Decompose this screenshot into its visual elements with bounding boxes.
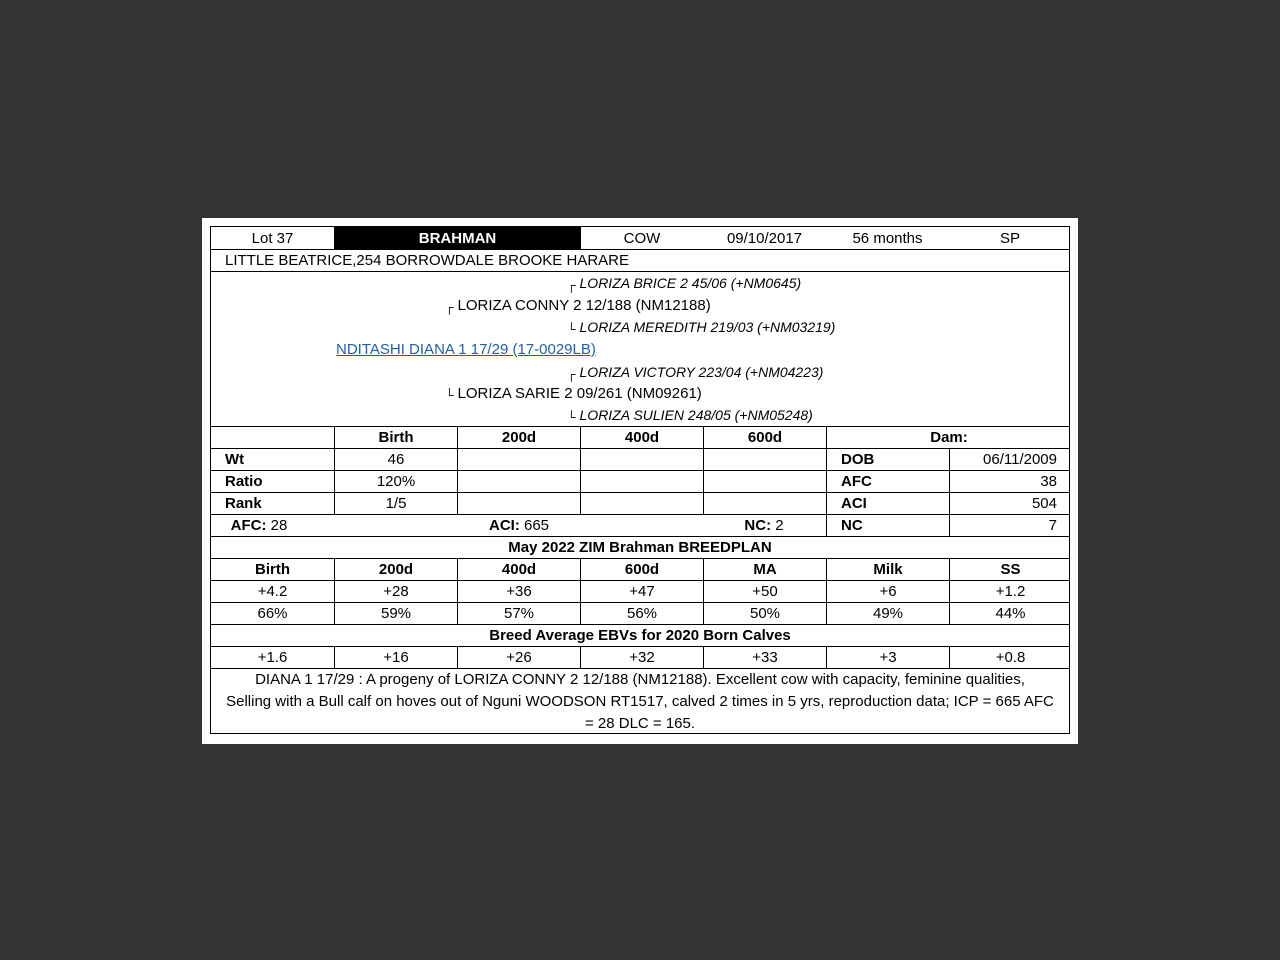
ebv-col-header: MA [703, 559, 826, 580]
bracket-icon: ┌ [567, 367, 576, 381]
breed-average-value: +0.8 [949, 647, 1071, 668]
weight-value: 1/5 [334, 493, 457, 514]
sex-label: COW [580, 227, 703, 249]
row-label: Rank [225, 495, 262, 512]
dam-value: 504 [949, 493, 1071, 514]
dam-dam-name: LORIZA SULIEN 248/05 (+NM05248) [579, 407, 813, 423]
weight-value [580, 449, 703, 470]
ebv-value: +6 [826, 581, 949, 602]
breedplan-title: May 2022 ZIM Brahman BREEDPLAN [508, 539, 772, 556]
ebv-value: +1.2 [949, 581, 1071, 602]
afc-summary [211, 515, 307, 536]
pedigree-sire [445, 297, 711, 314]
pedigree-block [211, 271, 1069, 426]
bracket-icon: └ [445, 388, 454, 402]
accuracy-value: 57% [457, 603, 580, 624]
nc-summary [716, 515, 812, 536]
sire-sire-name: LORIZA BRICE 2 45/06 (+NM0645) [579, 275, 802, 291]
ebv-col-header: 200d [334, 559, 457, 580]
remarks-line: Selling with a Bull calf on hoves out of Nguni WOODSON RT1517, calved 2 times in 5 yrs, reproduction data; ICP = 665 AFC [226, 693, 1054, 710]
weights-col-header: 600d [703, 427, 826, 448]
weight-value [580, 471, 703, 492]
weights-col-header: Birth [334, 427, 457, 448]
bracket-icon: └ [567, 410, 576, 424]
dam-name: LORIZA SARIE 2 09/261 (NM09261) [457, 385, 702, 402]
accuracy-value: 50% [703, 603, 826, 624]
dam-label: AFC [826, 471, 949, 492]
dam-sire-name: LORIZA VICTORY 223/04 (+NM04223) [579, 364, 824, 380]
weight-value [703, 471, 826, 492]
row-label: Ratio [225, 473, 263, 490]
bracket-icon: ┌ [445, 300, 454, 314]
lot-number: Lot 37 [251, 229, 294, 247]
ebv-value: +36 [457, 581, 580, 602]
pedigree-sire-sire [567, 275, 801, 291]
pedigree-sire-dam [567, 319, 835, 335]
afc-label: AFC: [230, 517, 267, 534]
bracket-icon: ┌ [567, 278, 576, 292]
breed-label: BRAHMAN [334, 227, 580, 249]
weights-col-header: 200d [457, 427, 580, 448]
ebv-row [211, 580, 1069, 602]
dam-label: DOB [826, 449, 949, 470]
lot-sheet [210, 226, 1070, 734]
birth-date: 09/10/2017 [726, 229, 803, 247]
ebv-col-header: 400d [457, 559, 580, 580]
weights-row [211, 470, 1069, 492]
ebv-col-header: Milk [826, 559, 949, 580]
ebv-col-header: Birth [255, 561, 290, 578]
breed-average-title-row [211, 624, 1069, 646]
remarks-row [211, 668, 1069, 735]
accuracy-value: 59% [334, 603, 457, 624]
breed-average-title: Breed Average EBVs for 2020 Born Calves [489, 627, 791, 644]
pedigree-dam-sire [567, 364, 823, 380]
pedigree-animal [336, 341, 596, 358]
accuracy-value: 56% [580, 603, 703, 624]
dam-label: NC [826, 515, 949, 536]
weights-row [211, 492, 1069, 514]
nc-value: 2 [771, 517, 784, 534]
weight-value [457, 471, 580, 492]
weights-col-header: 400d [580, 427, 703, 448]
sire-dam-name: LORIZA MEREDITH 219/03 (+NM03219) [579, 319, 836, 335]
nc-label: NC: [744, 517, 772, 534]
accuracy-value: 66% [257, 605, 288, 622]
breedplan-title-row [211, 536, 1069, 558]
pedigree-dam-dam [567, 407, 813, 423]
ebv-value: +47 [580, 581, 703, 602]
breed-average-value: +32 [580, 647, 703, 668]
breed-average-value: +33 [703, 647, 826, 668]
pedigree-dam [445, 385, 702, 402]
ebv-col-header: SS [949, 559, 1071, 580]
dam-header: Dam: [826, 427, 1071, 448]
weights-row [211, 448, 1069, 470]
owner-address: LITTLE BEATRICE,254 BORROWDALE BROOKE HARARE [225, 252, 629, 269]
row-label: Wt [225, 451, 245, 468]
remarks-text [211, 669, 1069, 735]
dam-value: 38 [949, 471, 1071, 492]
weight-value [580, 493, 703, 514]
breed-average-value: +3 [826, 647, 949, 668]
dam-value: 06/11/2009 [949, 449, 1071, 470]
breed-average-value: +1.6 [257, 649, 288, 666]
ebv-col-header: 600d [580, 559, 703, 580]
weight-value: 120% [334, 471, 457, 492]
accuracy-value: 49% [826, 603, 949, 624]
weight-value [703, 493, 826, 514]
accuracy-value: 44% [949, 603, 1071, 624]
remarks-line: DIANA 1 17/29 : A progeny of LORIZA CONNY 2 12/188 (NM12188). Excellent cow with capacity, feminine qualities, [255, 671, 1025, 688]
aci-value: 665 [519, 517, 550, 534]
owner-row [211, 249, 1069, 271]
weight-value: 46 [334, 449, 457, 470]
dam-label: ACI [826, 493, 949, 514]
animal-name-link[interactable]: NDITASHI DIANA 1 17/29 (17-0029LB) [336, 341, 596, 358]
weight-value [703, 449, 826, 470]
accuracy-row [211, 602, 1069, 624]
aci-label: ACI: [488, 517, 520, 534]
status-code: SP [999, 229, 1020, 247]
ebv-value: +4.2 [257, 583, 288, 600]
remarks-line: = 28 DLC = 165. [584, 715, 696, 732]
breed-average-value: +16 [334, 647, 457, 668]
breedplan-header-row [211, 558, 1069, 580]
ebv-value: +28 [334, 581, 457, 602]
weights-corner [211, 427, 334, 448]
aci-summary [471, 515, 567, 536]
dam-value: 7 [949, 515, 1071, 536]
breed-average-value: +26 [457, 647, 580, 668]
bracket-icon: └ [567, 322, 576, 336]
weights-header-row [211, 426, 1069, 448]
breed-average-row [211, 646, 1069, 668]
sire-name: LORIZA CONNY 2 12/188 (NM12188) [457, 297, 711, 314]
weight-value [457, 493, 580, 514]
afc-value: 28 [266, 517, 288, 534]
ebv-value: +50 [703, 581, 826, 602]
summary-row [211, 514, 1069, 536]
weight-value [457, 449, 580, 470]
age-label: 56 months [852, 229, 923, 247]
header-row [211, 227, 1069, 249]
lot-card [202, 218, 1078, 744]
